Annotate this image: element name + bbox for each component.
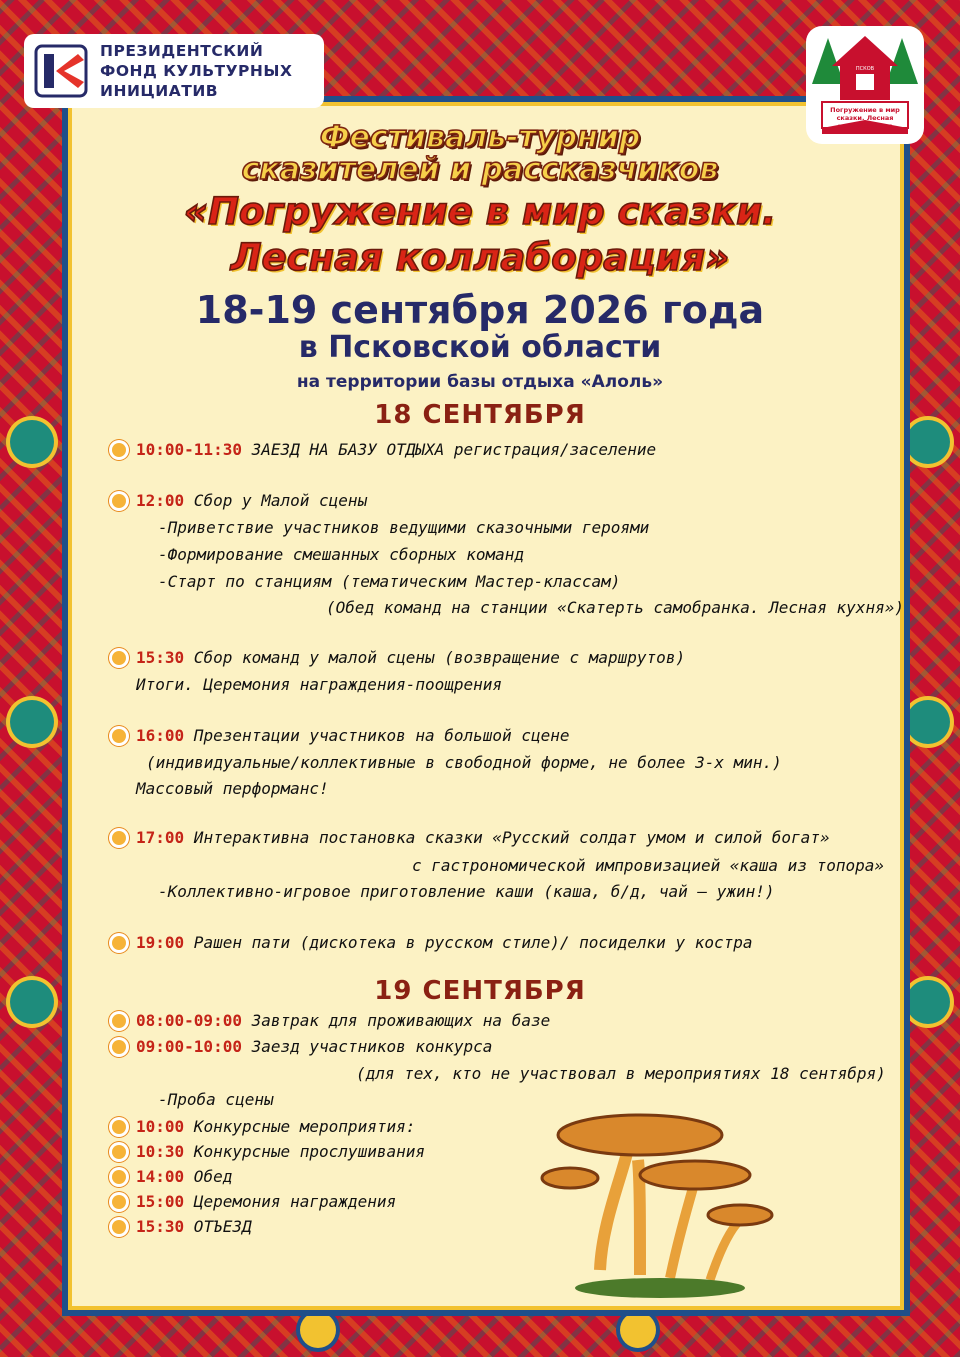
festival-type-heading: сказителей и рассказчиков (241, 152, 719, 187)
pfki-logo (24, 34, 324, 108)
time-label: 12:00 (136, 491, 185, 510)
bullet-icon (112, 443, 126, 457)
time-label: 19:00 (136, 933, 185, 952)
event-text: Презентации участников на большой сцене (184, 726, 570, 745)
event-detail: с гастрономической импровизацией «каша из топора» (412, 856, 885, 875)
pfki-line: ИНИЦИАТИВ (100, 82, 219, 100)
schedule-item (136, 1142, 425, 1161)
event-detail: -Формирование смешанных сборных команд (158, 545, 525, 564)
time-label: 15:30 (136, 1217, 185, 1236)
time-label: 15:30 (136, 648, 185, 667)
event-text: Обед (184, 1167, 233, 1186)
schedule-item (136, 933, 753, 952)
schedule-item (136, 491, 367, 510)
event-text: Сбор команд у малой сцены (возвращение с маршрутов) (184, 648, 686, 667)
schedule-item (136, 1011, 550, 1030)
time-label: 08:00-09:00 (136, 1011, 242, 1030)
time-label: 10:00 (136, 1117, 185, 1136)
festival-title: «Погружение в мир сказки. (183, 190, 777, 233)
event-detail: Массовый перформанс! (136, 779, 329, 798)
festival-title: Лесная коллаборация» (230, 236, 730, 279)
schedule-item (136, 1217, 252, 1236)
day-heading: 18 СЕНТЯБРЯ (374, 400, 586, 430)
schedule-item (136, 726, 569, 745)
bullet-icon (112, 1145, 126, 1159)
bullet-icon (112, 1040, 126, 1054)
festival-dates: 18-19 сентября 2026 года (195, 288, 765, 332)
event-detail: -Коллективно-игровое приготовление каши (каша, б/д, чай – ужин!) (158, 882, 775, 901)
schedule-item (136, 648, 685, 667)
time-label: 15:00 (136, 1192, 185, 1211)
event-text: Рашен пати (дискотека в русском стиле)/ посиделки у костра (184, 933, 753, 952)
time-label: 14:00 (136, 1167, 185, 1186)
time-label: 09:00-10:00 (136, 1037, 242, 1056)
frame-ornament (906, 980, 950, 1024)
schedule-item (136, 1117, 415, 1136)
bullet-icon (112, 1220, 126, 1234)
event-detail: -Старт по станциям (тематическим Мастер-классам) (158, 572, 621, 591)
schedule-item (136, 828, 830, 847)
event-text: ЗАЕЗД НА БАЗУ ОТДЫХА регистрация/заселение (241, 440, 657, 459)
time-label: 16:00 (136, 726, 185, 745)
bullet-icon (112, 936, 126, 950)
frame-ornament (906, 420, 950, 464)
festival-logo-caption: Погружение в мир сказки. Лесная коллаборация (830, 106, 900, 130)
bullet-icon (112, 494, 126, 508)
event-text: Конкурсные прослушивания (184, 1142, 425, 1161)
frame-ornament (906, 700, 950, 744)
festival-logo-badge: ПСКОВ (855, 66, 875, 72)
event-detail: (Обед команд на станции «Скатерть самобранка. Лесная кухня») (326, 598, 904, 617)
frame-ornament (10, 420, 54, 464)
frame-ornament (10, 980, 54, 1024)
festival-type-heading: Фестиваль-турнир (319, 120, 641, 155)
bullet-icon (112, 729, 126, 743)
bullet-icon (112, 1120, 126, 1134)
frame-ornament (620, 1312, 656, 1348)
event-detail: (для тех, кто не участвовал в мероприятиях 18 сентября) (356, 1064, 886, 1083)
time-label: 17:00 (136, 828, 185, 847)
pfki-line: ФОНД КУЛЬТУРНЫХ (100, 62, 293, 80)
event-detail: Итоги. Церемония награждения-поощрения (136, 675, 503, 694)
frame-ornament (300, 1312, 336, 1348)
schedule-item (136, 1192, 396, 1211)
pfki-line: ПРЕЗИДЕНТСКИЙ (100, 42, 264, 60)
bullet-icon (112, 651, 126, 665)
bullet-icon (112, 1195, 126, 1209)
event-detail: (индивидуальные/коллективные в свободной форме, не более 3-х мин.) (146, 753, 782, 772)
festival-region: в Псковской области (298, 330, 662, 365)
event-text: Завтрак для проживающих на базе (241, 1011, 551, 1030)
time-label: 10:00-11:30 (136, 440, 242, 459)
schedule-item (136, 440, 656, 459)
bullet-icon (112, 1170, 126, 1184)
frame-ornament (10, 700, 54, 744)
bullet-icon (112, 1014, 126, 1028)
pfki-logo-icon (34, 44, 88, 98)
festival-venue: на территории базы отдыха «Алоль» (296, 372, 664, 392)
event-text: Заезд участников конкурса (241, 1037, 493, 1056)
event-text: ОТЪЕЗД (184, 1217, 252, 1236)
event-text: Конкурсные мероприятия: (184, 1117, 416, 1136)
event-detail: -Проба сцены (158, 1090, 274, 1109)
event-text: Сбор у Малой сцены (184, 491, 368, 510)
schedule-item (136, 1037, 492, 1056)
day-heading: 19 СЕНТЯБРЯ (374, 976, 586, 1006)
event-detail: -Приветствие участников ведущими сказочными героями (158, 518, 650, 537)
bullet-icon (112, 831, 126, 845)
time-label: 10:30 (136, 1142, 185, 1161)
mushrooms-icon (530, 1100, 800, 1300)
event-text: Интерактивна постановка сказки «Русский солдат умом и силой богат» (184, 828, 830, 847)
event-text: Церемония награждения (184, 1192, 397, 1211)
schedule-item (136, 1167, 232, 1186)
